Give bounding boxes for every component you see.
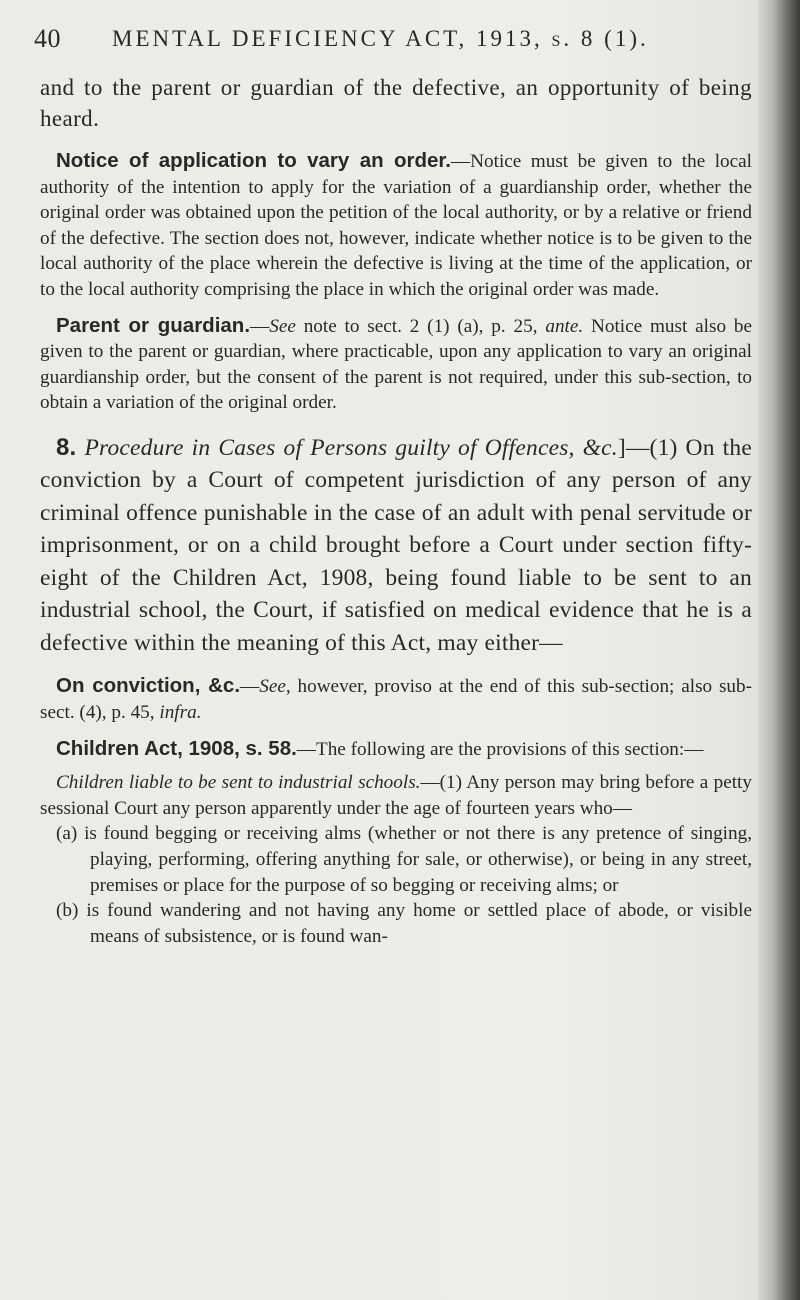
note-on-conviction — [40, 673, 752, 725]
note-text-parent-body: Notice must also be given to the parent or guardian, where practicable, upon any application to vary an original guardianship order, but the consent of the parent is not required, under this sub-section, to obtain a variation of the original order. — [40, 315, 752, 414]
note-text-conviction-body: however, proviso at the end of this sub-section; also sub-sect. (4), p. 45, — [40, 676, 753, 724]
page-header — [34, 20, 754, 60]
quote-italic-heading: Children liable to be sent to industrial schools. — [56, 772, 421, 794]
section-8-paragraph — [40, 432, 752, 660]
section-number: 8. — [56, 433, 77, 461]
note-children-act — [40, 736, 752, 763]
note-text-parent-ante: ante. — [545, 315, 584, 337]
note-notice-application — [40, 148, 752, 303]
note-heading-children: Children Act, 1908, s. 58. — [56, 736, 297, 760]
section-title: Procedure in Cases of Persons guilty of Offences, &c. — [84, 434, 618, 461]
running-head: MENTAL DEFICIENCY ACT, 1913, s. 8 (1). — [112, 26, 649, 51]
lead-paragraph: and to the parent or guardian of the defective, an opportunity of being heard. — [40, 75, 752, 131]
page-body — [40, 72, 752, 949]
note-text-conviction-see: See, — [259, 676, 291, 698]
page-number: 40 — [34, 24, 61, 53]
note-text-parent-dash: — — [250, 315, 270, 337]
note-text-parent-ref: note to sect. 2 (1) (a), p. 25, — [295, 315, 546, 337]
list-item-b: (b) is found wandering and not having any home or settled place of abode, or visible means of subsistence, or is found wan- — [56, 900, 752, 947]
note-heading-notice: Notice of application to vary an order. — [56, 149, 451, 172]
note-text-conviction-infra: infra. — [159, 702, 202, 724]
note-heading-conviction: On conviction, &c. — [56, 674, 241, 698]
page-edge-shadow — [758, 0, 800, 1300]
note-text-parent-see: See — [269, 315, 296, 337]
section-text: —(1) On the conviction by a Court of competent jurisdiction of any person of any criminal offence punishable in the case of an adult with penal servitude or imprisonment, or on a child brought before a Court under section fifty-eight of the Children Act, 1908, being found liable to be sent to an industrial school, the Court, if satisfied on medical evidence that he is a defective within the meaning of this Act, may either— — [40, 434, 752, 656]
note-parent-guardian — [40, 313, 752, 416]
note-text-children: —The following are the provisions of this section:— — [296, 738, 704, 760]
note-text-notice: —Notice must be given to the local authority of the intention to apply for the variation of a guardianship order, whether the original order was obtained upon the petition of the local authority, or by a relative or friend of the defective. The section does not, however, indicate whether notice is to be given to the local authority of the place wherein the defective is living at the time of the application, or to the local authority comprising the place in which the original order was made. — [40, 151, 752, 300]
note-text-conviction-dash: — — [240, 676, 260, 698]
section-title-bracket: ] — [617, 434, 626, 461]
quote-text: —(1) Any person may bring before a petty sessional Court any person apparently under the age of fourteen years who— — [40, 772, 752, 819]
list-item-a: (a) is found begging or receiving alms (whether or not there is any pretence of singing, playing, performing, offering anything for sale, or otherwise), or being in any street, premises or place for the purpose of so begging or receiving alms; or — [56, 823, 752, 896]
note-heading-parent: Parent or guardian. — [56, 313, 251, 337]
quote-industrial-schools — [40, 770, 752, 821]
